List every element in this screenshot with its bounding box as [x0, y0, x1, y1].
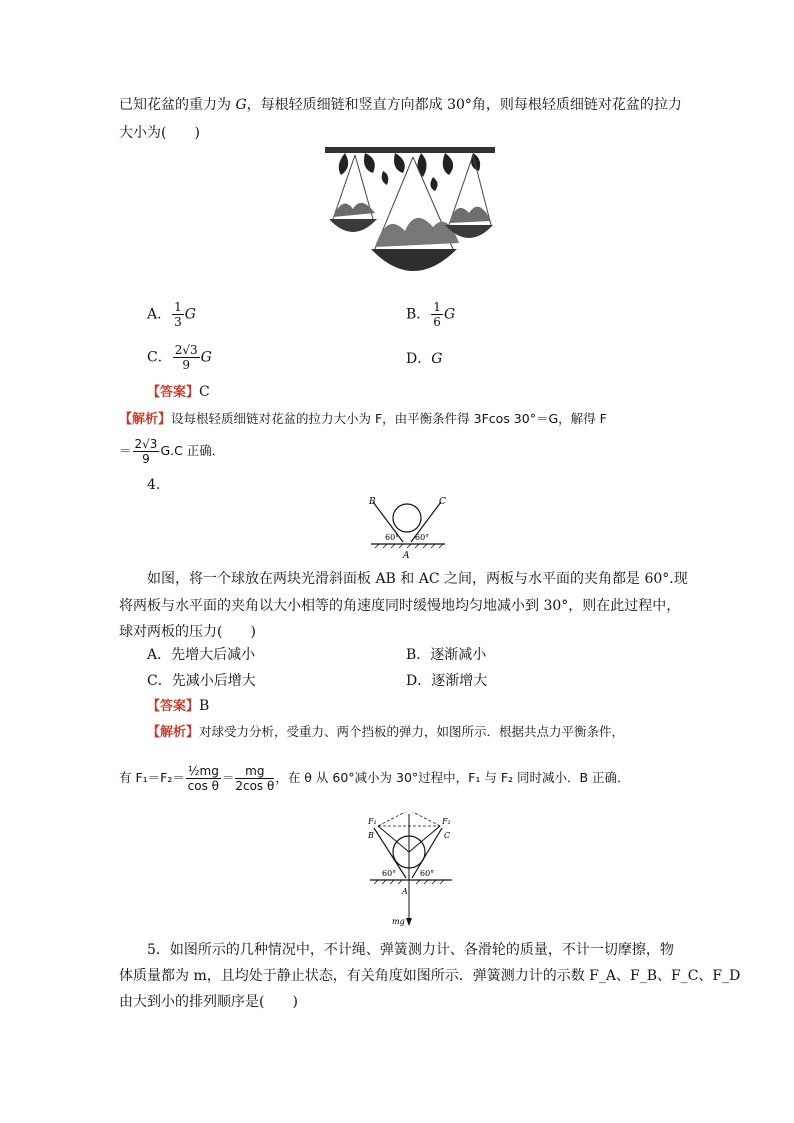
label-a: A [403, 551, 410, 561]
analysis-tag: 【解析】 [147, 725, 200, 740]
q4-stem-line3: 球对两板的压力( ) [119, 624, 256, 640]
label-b: B [368, 831, 374, 840]
q3-stem-line2: 大小为( ) [119, 125, 200, 141]
option-letter: B． [406, 306, 431, 323]
angle-right-label: 60° [415, 533, 430, 542]
option-letter: D． [406, 351, 432, 367]
option-letter: B． [406, 647, 431, 663]
analysis-text: 对球受力分析，受重力、两个挡板的弹力，如图所示．根据共点力平衡条件， [199, 724, 625, 739]
fraction-numerator: 1 [433, 300, 441, 314]
fraction [186, 764, 221, 793]
angle-right-label: 60° [420, 869, 435, 878]
q3-analysis-line1 [119, 409, 607, 430]
label-c: C [444, 831, 451, 840]
label-b: B [369, 497, 376, 507]
q4-stem-line1: 如图，将一个球放在两块光滑斜面板 AB 和 AC 之间，两板与水平面的夹角都是 60°.现 [147, 571, 688, 587]
q5-stem-line2: 体质量都为 m，且均处于静止状态，有关角度如图所示．弹簧测力计的示数 F_A、F_B、F_C、F_D [119, 968, 741, 984]
analysis-text: 有 F₁＝F₂＝ [119, 770, 185, 785]
analysis-eq: ＝ [221, 770, 235, 785]
angle-left-label: 60° [385, 533, 400, 542]
option-text: 先增大后减小 [171, 647, 256, 663]
label-f2: F₂ [442, 817, 451, 826]
option-var: G [200, 349, 212, 366]
q4-option-a [147, 645, 255, 665]
option-letter: C． [147, 349, 172, 366]
answer-value: B [199, 698, 210, 714]
option-text: G [431, 351, 443, 367]
fraction-denominator: 9 [142, 452, 150, 466]
fraction-numerator: 2√3 [134, 437, 158, 451]
q3-stem-var-g: G [235, 97, 247, 113]
angle-left-label: 60° [382, 869, 397, 878]
label-c: C [439, 497, 446, 507]
option-letter: C． [147, 673, 172, 689]
fraction-denominator: 2cos θ [235, 779, 275, 793]
analysis-text: G.C 正确． [160, 443, 225, 458]
q4-option-d [406, 671, 487, 691]
q3-option-d [406, 349, 442, 369]
option-text: 先减小后增大 [171, 673, 256, 689]
analysis-text: 设每根轻质细链对花盆的拉力大小为 F，由平衡条件得 3Fcos 30°＝G，解得 F [171, 411, 607, 426]
q3-stem-text-b: ，每根轻质细链和竖直方向都成 30°角，则每根轻质细链对花盆的拉力 [246, 97, 682, 113]
q3-analysis-line2 [119, 437, 224, 466]
option-letter: A． [147, 306, 172, 323]
analysis-tag: 【解析】 [119, 412, 172, 427]
q4-number: 4. [147, 477, 161, 493]
fraction-numerator: ½mg [187, 764, 219, 778]
analysis-eq: ＝ [119, 443, 132, 458]
fraction-denominator: cos θ [187, 779, 220, 793]
q3-option-b [406, 300, 455, 329]
fraction [235, 764, 274, 793]
q4-answer [147, 696, 209, 717]
q3-option-c [147, 343, 212, 372]
answer-tag: 【答案】 [147, 385, 200, 400]
q5-stem-line3: 由大到小的排列顺序是( ) [119, 994, 298, 1010]
option-var: G [184, 306, 196, 323]
fraction-denominator: 6 [433, 315, 441, 329]
option-text: 逐渐减小 [430, 647, 487, 663]
q3-stem-text: 已知花盆的重力为 [119, 97, 236, 113]
q5-stem-line1: 5．如图所示的几种情况中，不计绳、弹簧测力计、各滑轮的质量，不计一切摩擦，物 [147, 942, 674, 958]
option-letter: D． [406, 673, 432, 689]
label-a: A [402, 887, 408, 896]
fraction-numerator: 2√3 [174, 343, 198, 357]
fraction-denominator: 9 [182, 358, 190, 372]
q3-option-a [147, 300, 196, 329]
label-mg: mg [392, 917, 405, 926]
fraction [173, 343, 200, 372]
fraction [133, 437, 160, 466]
q4-stem-line2: 将两板与水平面的夹角以大小相等的角速度同时缓慢地均匀地减小到 30°，则在此过程中， [119, 598, 681, 614]
q3-answer [147, 382, 210, 403]
force-analysis-diagram [362, 812, 462, 930]
fraction-numerator: 1 [174, 300, 182, 314]
fraction-numerator: mg [235, 764, 274, 779]
hanging-flower-pots-image [325, 147, 495, 285]
option-letter: A． [147, 647, 172, 663]
label-f1: F₁ [368, 817, 377, 826]
q4-option-b [406, 645, 486, 665]
q3-stem-line1 [119, 95, 682, 115]
fraction [172, 300, 184, 329]
fraction-denominator: 3 [174, 315, 182, 329]
ball-between-plates-diagram [365, 494, 455, 562]
q4-option-c [147, 671, 256, 691]
q4-analysis-line1 [147, 722, 624, 743]
fraction [431, 300, 443, 329]
option-var: G [443, 306, 456, 323]
answer-tag: 【答案】 [147, 699, 200, 714]
answer-value: C [199, 384, 210, 400]
option-text: 逐渐增大 [431, 673, 488, 689]
q4-analysis-line2 [119, 764, 630, 793]
analysis-text: ，在 θ 从 60°减小为 30°过程中，F₁ 与 F₂ 同时减小．B 正确． [275, 770, 630, 785]
